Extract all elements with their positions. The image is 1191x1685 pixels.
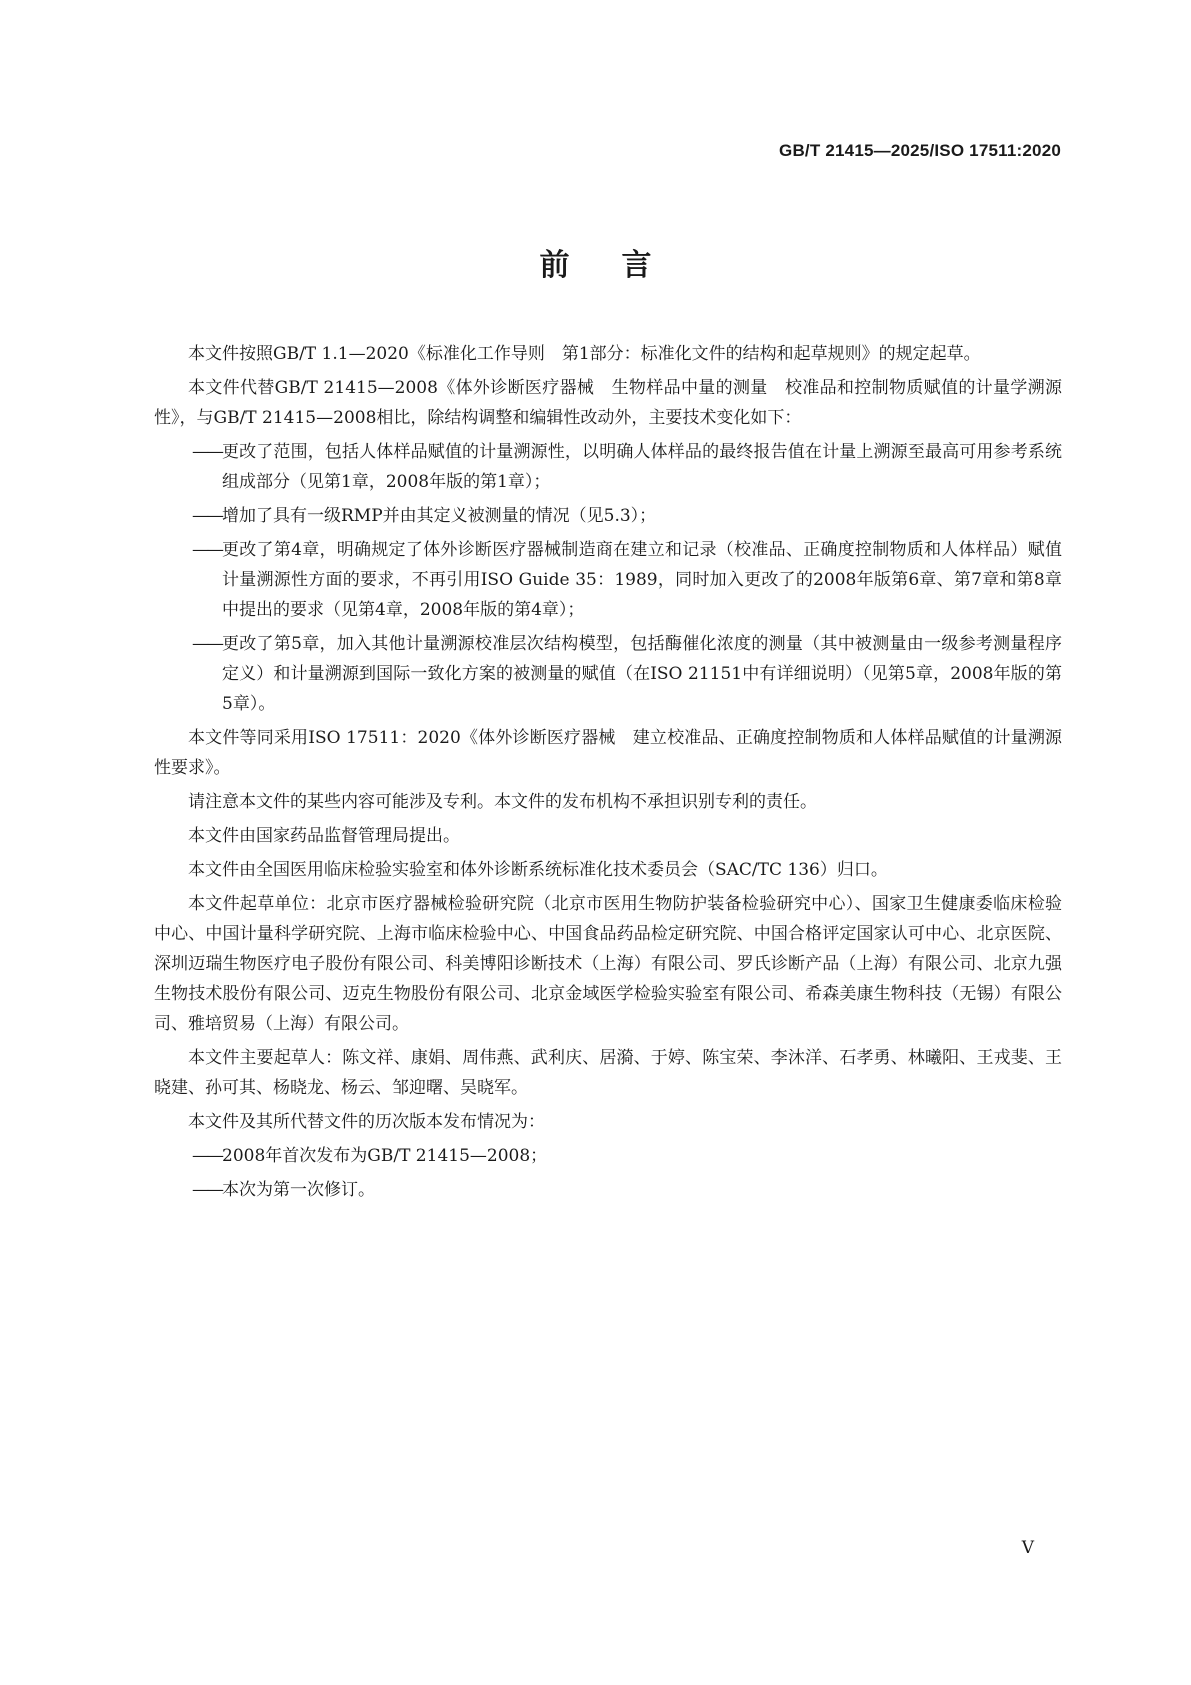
standard-code: GB/T 21415—2025/ISO 17511:2020 (779, 141, 1061, 160)
document-body (154, 339, 1062, 1209)
paragraph: 本文件由国家药品监督管理局提出。 (188, 826, 460, 846)
change-item (154, 629, 1062, 723)
dash-mark: —— (192, 442, 222, 462)
paragraph: 本文件等同采用ISO 17511：2020《体外诊断医疗器械 建立校准品、正确度控制物质和人体样品赋值的计量溯源性要求》。 (154, 728, 1062, 778)
change-item-text: 更改了范围，包括人体样品赋值的计量溯源性，以明确人体样品的最终报告值在计量上溯源至最高可用参考系统组成部分（见第1章，2008年版的第1章）； (222, 442, 1062, 492)
change-item-text: 更改了第5章，加入其他计量溯源校准层次结构模型，包括酶催化浓度的测量（其中被测量由一级参考测量程序定义）和计量溯源到国际一致化方案的被测量的赋值（在ISO 21151中有详细说明）（见第5章，2008年版的第5章）。 (222, 634, 1062, 714)
paragraph: 本文件起草单位：北京市医疗器械检验研究院（北京市医用生物防护装备检验研究中心）、国家卫生健康委临床检验中心、中国计量科学研究院、上海市临床检验中心、中国食品药品检定研究院、中国合格评定国家认可中心、北京医院、深圳迈瑞生物医疗电子股份有限公司、科美博阳诊断技术（上海）有限公司、罗氏诊断产品（上海）有限公司、北京九强生物技术股份有限公司、迈克生物股份有限公司、北京金域医学检验实验室有限公司、希森美康生物科技（无锡）有限公司、雅培贸易（上海）有限公司。 (154, 894, 1062, 1034)
paragraph: 本文件及其所代替文件的历次版本发布情况为： (188, 1112, 545, 1132)
dash-mark: —— (192, 634, 222, 654)
history-item (154, 1175, 1062, 1209)
dash-mark: —— (192, 506, 222, 526)
history-item (154, 1141, 1062, 1175)
history-item-text: 本次为第一次修订。 (222, 1180, 375, 1200)
paragraph: 本文件由全国医用临床检验实验室和体外诊断系统标准化技术委员会（SAC/TC 136）归口。 (188, 860, 888, 880)
change-item-text: 增加了具有一级RMP并由其定义被测量的情况（见5.3）； (222, 506, 657, 526)
paragraph: 本文件代替GB/T 21415—2008《体外诊断医疗器械 生物样品中量的测量 校准品和控制物质赋值的计量学溯源性》，与GB/T 21415—2008相比，除结构调整和编辑性改动外，主要技术变化如下： (154, 378, 1062, 428)
change-item (154, 535, 1062, 629)
history-item-text: 2008年首次发布为GB/T 21415—2008； (222, 1146, 548, 1166)
dash-mark: —— (192, 540, 222, 560)
change-item (154, 437, 1062, 501)
paragraph: 本文件按照GB/T 1.1—2020《标准化工作导则 第1部分：标准化文件的结构和起草规则》的规定起草。 (188, 344, 981, 364)
page-title: 前言 (539, 248, 704, 283)
paragraph: 本文件主要起草人：陈文祥、康娟、周伟燕、武利庆、居漪、于婷、陈宝荣、李沐洋、石孝勇、林曦阳、王戎斐、王晓建、孙可其、杨晓龙、杨云、邹迎曙、吴晓军。 (154, 1048, 1062, 1098)
change-item-text: 更改了第4章，明确规定了体外诊断医疗器械制造商在建立和记录（校准品、正确度控制物质和人体样品）赋值计量溯源性方面的要求，不再引用ISO Guide 35：1989，同时加入更改了的2008年版第6章、第7章和第8章中提出的要求（见第4章，2008年版的第4章）； (222, 540, 1062, 620)
dash-mark: —— (192, 1146, 222, 1166)
dash-mark: —— (192, 1180, 222, 1200)
page-number: V (1021, 1538, 1034, 1558)
change-item (154, 501, 1062, 535)
paragraph: 请注意本文件的某些内容可能涉及专利。本文件的发布机构不承担识别专利的责任。 (188, 792, 817, 812)
